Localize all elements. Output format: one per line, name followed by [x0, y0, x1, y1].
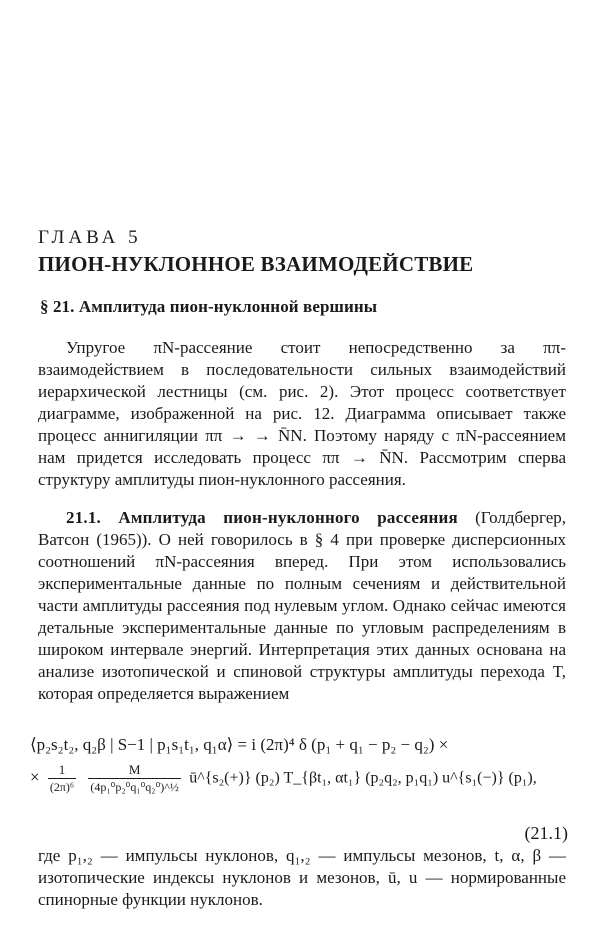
chapter-label: ГЛАВА 5 [38, 227, 142, 248]
paragraph-intro-text: Упругое πN-рассеяние стоит непосредственно за ππ-взаимодействием в последовательности сильных взаимодействий иерархической лестницы (см. рис. 2). Этот процесс соответствует диаграмме, изображенной на рис. 12. Диаграмма описывает также процесс аннигиляции ππ → → N̄N. Поэтому наряду с πN-рассеянием нам придется исследовать процесс ππ → N̄N. Рассмотрим сперва структуру амплитуды пион-нуклонного рассеяния. [38, 338, 566, 489]
fraction-normalization [48, 762, 76, 795]
equation-line-2 [30, 762, 537, 795]
fraction-normalization-denominator: (2π)⁶ [49, 780, 75, 794]
chapter-title: ПИОН-НУКЛОННОЕ ВЗАИМОДЕЙСТВИЕ [38, 252, 474, 276]
paragraph-notation-text: где p₁,₂ — импульсы нуклонов, q₁,₂ — импульсы мезонов, t, α, β — изотопические индексы нуклонов и мезонов, ū, u — нормированные спинорные функции нуклонов. [38, 846, 566, 909]
equation-number: (21.1) [524, 823, 568, 843]
fraction-mass [88, 762, 181, 795]
section-title: § 21. Амплитуда пион-нуклонной вершины [40, 297, 378, 316]
paragraph-intro [38, 337, 566, 491]
equation-line-1: ⟨p₂s₂t₂, q₂β | S−1 | p₁s₁t₁, q₁α⟩ = i (2π)⁴ δ (p₁ + q₁ − p₂ − q₂) × [30, 735, 449, 754]
paragraph-notation [38, 845, 566, 911]
subsection-21-1 [38, 507, 566, 705]
equation-times: × [30, 767, 40, 787]
fraction-normalization-numerator: 1 [58, 762, 66, 777]
subsection-heading: 21.1. Амплитуда пион-нуклонного рассеяния [66, 508, 458, 527]
subsection-text: (Голдбергер, Ватсон (1965)). О ней говорилось в § 4 при проверке дисперсионных соотношений πN-рассеяния вперед. При этом использовались экспериментальные данные по полным сечениям и действительной части амплитуды рассеяния под нулевым углом. Однако сейчас имеются детальные экспериментальные данные по угловым распределениям в широком интервале энергий. Интерпретация этих данных основана на анализе изотопической и спиновой структуры амплитуды перехода T, которая определяется выражением [38, 508, 567, 703]
fraction-mass-numerator: M [128, 762, 141, 777]
subsection-paragraph [38, 507, 566, 705]
fraction-mass-denominator: (4p₁⁰p₂⁰q₁⁰q₂⁰)^½ [90, 780, 179, 794]
equation-spinor-term: ū^{s₂(+)} (p₂) T_{βt₁, αt₁} (p₂q₂, p₁q₁) u^{s₁(−)} (p₁), [189, 769, 537, 787]
